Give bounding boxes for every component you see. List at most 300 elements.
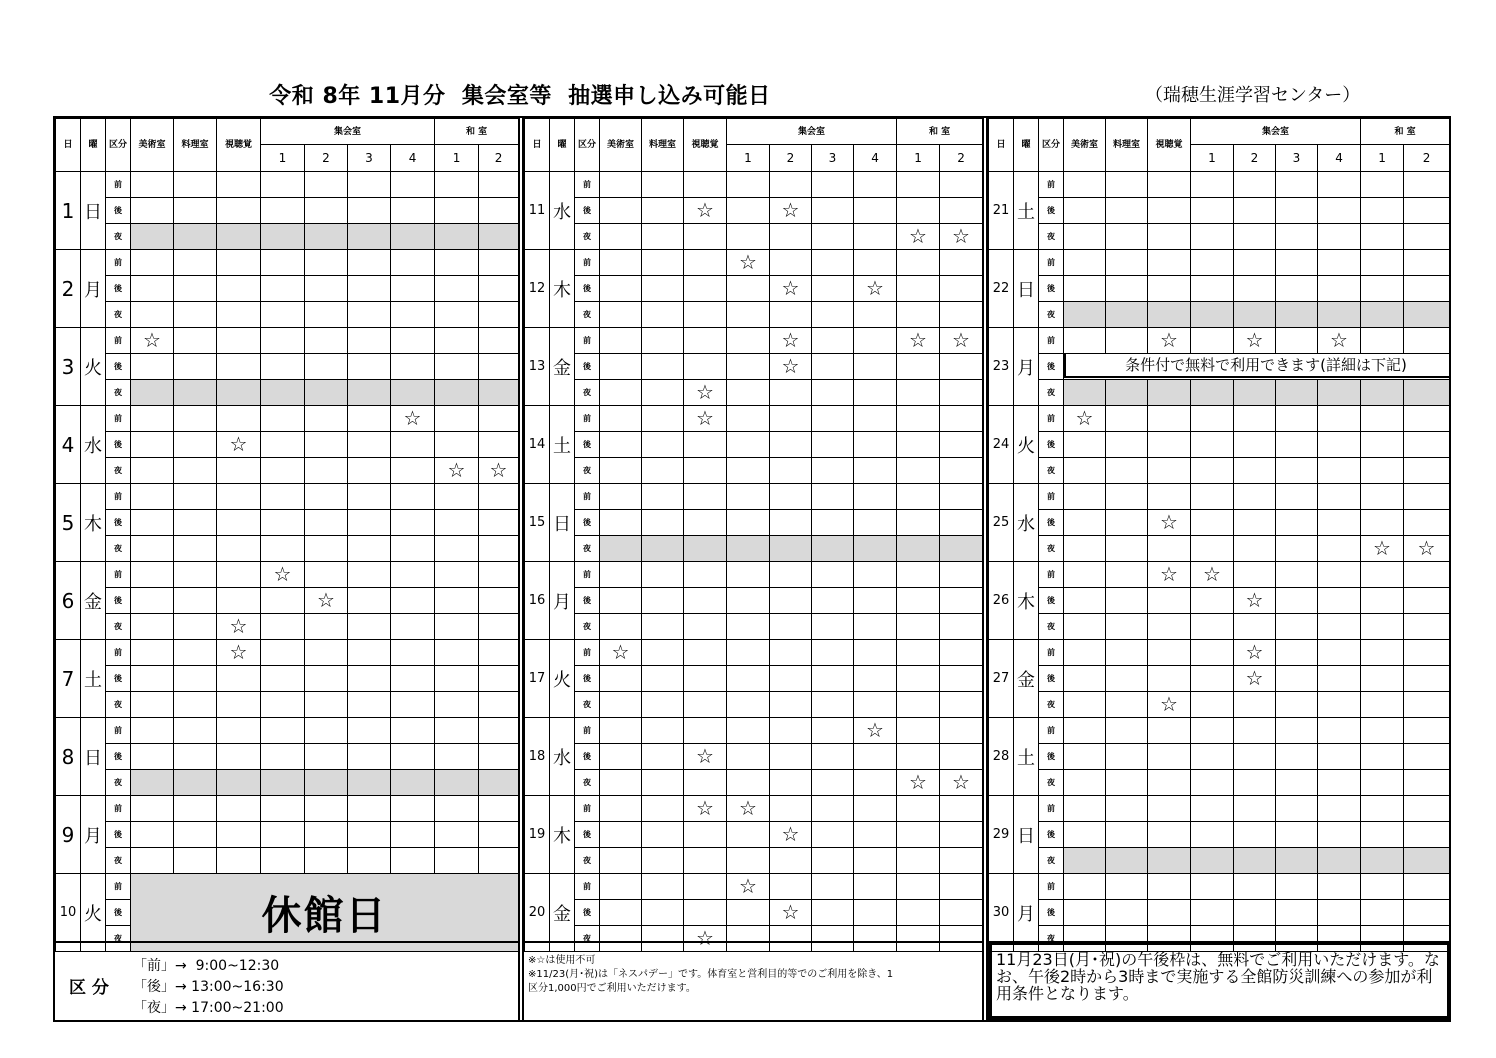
slot-cell xyxy=(479,718,519,744)
slot-cell xyxy=(727,900,770,926)
slot-cell xyxy=(348,198,391,224)
slot-row xyxy=(989,328,1450,354)
slot-cell xyxy=(1148,484,1191,510)
slot-label: 後 xyxy=(106,432,131,458)
slot-cell xyxy=(435,276,479,302)
slot-cell xyxy=(435,614,479,640)
slot-cell xyxy=(940,172,983,198)
slot-cell xyxy=(1404,172,1450,198)
slot-cell xyxy=(217,250,261,276)
slot-cell xyxy=(727,328,770,354)
slot-cell xyxy=(684,250,727,276)
slot-cell xyxy=(1404,848,1450,874)
slot-cell xyxy=(1318,172,1361,198)
slot-cell xyxy=(131,172,174,198)
slot-cell xyxy=(1106,536,1148,562)
slot-cell xyxy=(261,328,305,354)
slot-cell xyxy=(812,510,854,536)
slot-row xyxy=(525,718,983,744)
star-icon: ☆ xyxy=(781,198,800,222)
slot-cell xyxy=(479,198,519,224)
slot-cell xyxy=(174,406,217,432)
slot-row xyxy=(525,484,983,510)
slot-cell xyxy=(1234,458,1276,484)
slot-cell xyxy=(940,536,983,562)
header-art-room: 美術室 xyxy=(1064,119,1106,172)
slot-cell xyxy=(217,172,261,198)
slot-label: 後 xyxy=(575,354,600,380)
slot-cell xyxy=(897,692,940,718)
slot-cell xyxy=(812,614,854,640)
slot-cell xyxy=(1318,406,1361,432)
slot-cell xyxy=(305,822,348,848)
slot-label: 後 xyxy=(106,900,131,926)
slot-cell xyxy=(261,224,305,250)
slot-label: 前 xyxy=(1039,874,1064,900)
slot-cell xyxy=(1361,640,1404,666)
slot-cell xyxy=(261,718,305,744)
slot-cell xyxy=(131,276,174,302)
slot-cell xyxy=(217,406,261,432)
slot-cell xyxy=(305,796,348,822)
slot-cell xyxy=(217,354,261,380)
slot-cell xyxy=(261,250,305,276)
slot-cell xyxy=(1191,510,1234,536)
day-number: 15 xyxy=(525,484,550,562)
slot-cell xyxy=(1064,406,1106,432)
slot-cell xyxy=(1318,224,1361,250)
slot-cell xyxy=(897,822,940,848)
slot-row xyxy=(525,822,983,848)
slot-cell xyxy=(391,848,435,874)
slot-cell xyxy=(217,614,261,640)
slot-cell xyxy=(479,796,519,822)
slot-cell xyxy=(1404,874,1450,900)
slot-cell xyxy=(1148,536,1191,562)
slot-cell xyxy=(1191,224,1234,250)
slot-cell xyxy=(940,666,983,692)
slot-cell xyxy=(854,484,897,510)
slot-cell xyxy=(1191,640,1234,666)
slot-cell xyxy=(1191,536,1234,562)
day-of-week: 火 xyxy=(81,874,106,952)
slot-cell xyxy=(1318,432,1361,458)
slot-cell xyxy=(854,900,897,926)
slot-row xyxy=(56,640,519,666)
slot-cell xyxy=(1191,302,1234,328)
slot-cell xyxy=(1106,640,1148,666)
slot-cell xyxy=(770,640,812,666)
slot-cell xyxy=(1234,302,1276,328)
slot-cell xyxy=(642,796,684,822)
day-of-week: 火 xyxy=(550,640,575,718)
day-number: 19 xyxy=(525,796,550,874)
slot-cell xyxy=(1276,614,1318,640)
slot-cell xyxy=(1234,380,1276,406)
slot-cell xyxy=(642,484,684,510)
slot-row xyxy=(525,640,983,666)
slot-row xyxy=(989,614,1450,640)
slot-cell xyxy=(1148,588,1191,614)
slot-cell xyxy=(131,536,174,562)
slot-cell xyxy=(684,276,727,302)
slot-cell xyxy=(435,588,479,614)
day-number: 30 xyxy=(989,874,1014,952)
slot-label: 前 xyxy=(575,406,600,432)
slot-cell xyxy=(348,302,391,328)
slot-cell xyxy=(217,276,261,302)
slot-cell xyxy=(305,848,348,874)
slot-cell xyxy=(1064,328,1106,354)
slot-cell xyxy=(479,458,519,484)
slot-label: 夜 xyxy=(106,458,131,484)
slot-cell xyxy=(435,744,479,770)
slot-cell xyxy=(770,588,812,614)
slot-cell xyxy=(1064,198,1106,224)
slot-label: 前 xyxy=(1039,484,1064,510)
slot-row xyxy=(56,354,519,380)
header-meeting-room: 集会室 xyxy=(261,119,435,145)
slot-cell xyxy=(684,848,727,874)
slot-cell xyxy=(348,614,391,640)
slot-cell xyxy=(854,718,897,744)
slot-row xyxy=(525,458,983,484)
slot-cell xyxy=(600,562,642,588)
slot-cell xyxy=(1148,562,1191,588)
slot-cell xyxy=(174,172,217,198)
slot-cell xyxy=(435,250,479,276)
slot-cell xyxy=(479,640,519,666)
slot-label: 後 xyxy=(575,432,600,458)
slot-cell xyxy=(174,510,217,536)
slot-cell xyxy=(1106,614,1148,640)
slot-cell xyxy=(1318,302,1361,328)
note-line: ※☆は使用不可 xyxy=(528,955,596,966)
slot-cell xyxy=(1361,302,1404,328)
slot-cell xyxy=(305,588,348,614)
slot-cell xyxy=(1064,796,1106,822)
slot-cell xyxy=(1361,796,1404,822)
slot-cell xyxy=(391,380,435,406)
day-number: 16 xyxy=(525,562,550,640)
slot-cell xyxy=(727,302,770,328)
slot-cell xyxy=(684,354,727,380)
day-of-week: 月 xyxy=(81,250,106,328)
slot-cell xyxy=(897,770,940,796)
day-number: 7 xyxy=(56,640,81,718)
slot-label: 夜 xyxy=(575,692,600,718)
star-icon: ☆ xyxy=(866,718,884,742)
slot-cell xyxy=(642,250,684,276)
star-icon: ☆ xyxy=(781,328,800,352)
slot-cell xyxy=(1106,406,1148,432)
star-icon: ☆ xyxy=(447,458,466,482)
slot-row xyxy=(525,692,983,718)
slot-cell xyxy=(1361,848,1404,874)
star-icon: ☆ xyxy=(866,276,884,300)
day-of-week: 金 xyxy=(550,874,575,952)
slot-cell xyxy=(1318,848,1361,874)
slot-label: 夜 xyxy=(575,224,600,250)
slot-cell xyxy=(1106,822,1148,848)
slot-cell xyxy=(770,692,812,718)
slot-cell xyxy=(1148,198,1191,224)
slot-cell xyxy=(1361,874,1404,900)
slot-cell xyxy=(727,770,770,796)
slot-cell xyxy=(600,744,642,770)
slot-row xyxy=(56,562,519,588)
slot-cell xyxy=(1106,458,1148,484)
slot-cell xyxy=(174,744,217,770)
header-av-room: 視聴覚 xyxy=(1148,119,1191,172)
slot-cell xyxy=(174,822,217,848)
star-icon: ☆ xyxy=(273,562,292,586)
slot-cell xyxy=(812,770,854,796)
slot-cell xyxy=(1318,640,1361,666)
day-number: 5 xyxy=(56,484,81,562)
slot-cell xyxy=(600,406,642,432)
slot-cell xyxy=(812,796,854,822)
slot-cell xyxy=(305,770,348,796)
header-meeting-number: 4 xyxy=(854,145,897,172)
slot-row xyxy=(525,354,983,380)
header-dow: 曜 xyxy=(550,119,575,172)
slot-cell xyxy=(1361,198,1404,224)
slot-cell xyxy=(435,354,479,380)
note-line: ※11/23(月･祝)は「ネスパデー」です。体育室と営利目的等でのご利用を除き、1 xyxy=(528,969,894,980)
slot-cell xyxy=(305,172,348,198)
slot-cell xyxy=(770,848,812,874)
slot-cell xyxy=(479,302,519,328)
header-day: 日 xyxy=(525,119,550,172)
slot-cell xyxy=(684,588,727,614)
slot-cell xyxy=(217,432,261,458)
slot-cell xyxy=(391,302,435,328)
slot-cell xyxy=(684,692,727,718)
slot-cell xyxy=(642,666,684,692)
slot-cell xyxy=(727,458,770,484)
slot-cell xyxy=(1276,874,1318,900)
slot-cell xyxy=(812,406,854,432)
slot-cell xyxy=(1191,796,1234,822)
slot-cell xyxy=(261,354,305,380)
slot-row xyxy=(989,692,1450,718)
day-of-week: 水 xyxy=(550,172,575,250)
slot-label: 前 xyxy=(106,874,131,900)
slot-cell xyxy=(684,822,727,848)
slot-cell xyxy=(261,458,305,484)
slot-label: 後 xyxy=(575,198,600,224)
slot-cell xyxy=(642,354,684,380)
slot-row xyxy=(525,562,983,588)
slot-cell xyxy=(348,822,391,848)
slot-cell xyxy=(1404,900,1450,926)
day-number: 25 xyxy=(989,484,1014,562)
slot-cell xyxy=(684,900,727,926)
slot-cell xyxy=(642,900,684,926)
slot-cell xyxy=(1191,614,1234,640)
slot-cell xyxy=(1361,458,1404,484)
day-of-week: 金 xyxy=(1014,640,1039,718)
slot-cell xyxy=(1276,432,1318,458)
slot-cell xyxy=(479,250,519,276)
day-number: 18 xyxy=(525,718,550,796)
header-meeting-number: 1 xyxy=(1191,145,1234,172)
slot-cell xyxy=(131,380,174,406)
slot-cell xyxy=(940,484,983,510)
slot-cell xyxy=(1361,276,1404,302)
slot-cell xyxy=(1148,458,1191,484)
slot-row xyxy=(56,874,519,900)
slot-cell xyxy=(435,302,479,328)
slot-cell xyxy=(1276,640,1318,666)
slot-cell xyxy=(1148,406,1191,432)
slot-cell xyxy=(1361,718,1404,744)
slot-cell xyxy=(1191,328,1234,354)
slot-cell xyxy=(261,640,305,666)
slot-cell xyxy=(770,614,812,640)
slot-cell xyxy=(1234,588,1276,614)
slot-label: 前 xyxy=(106,328,131,354)
slot-cell xyxy=(1191,874,1234,900)
slot-row xyxy=(989,796,1450,822)
star-icon: ☆ xyxy=(909,224,927,248)
slot-cell xyxy=(1318,874,1361,900)
slot-cell xyxy=(1276,588,1318,614)
slot-cell xyxy=(770,822,812,848)
slot-cell xyxy=(391,432,435,458)
slot-cell xyxy=(727,614,770,640)
slot-cell xyxy=(600,796,642,822)
slot-cell xyxy=(1361,406,1404,432)
slot-cell xyxy=(217,484,261,510)
slot-row xyxy=(56,250,519,276)
slot-cell xyxy=(770,328,812,354)
slot-label: 夜 xyxy=(106,224,131,250)
slot-cell xyxy=(1361,588,1404,614)
slot-cell xyxy=(391,796,435,822)
slot-cell xyxy=(1276,562,1318,588)
slot-row xyxy=(525,276,983,302)
day-of-week: 木 xyxy=(81,484,106,562)
slot-cell xyxy=(770,276,812,302)
slot-cell xyxy=(1234,432,1276,458)
slot-cell xyxy=(217,302,261,328)
slot-label: 後 xyxy=(106,510,131,536)
slot-cell xyxy=(305,718,348,744)
slot-label: 夜 xyxy=(106,692,131,718)
slot-label: 後 xyxy=(1039,900,1064,926)
slot-cell xyxy=(1276,328,1318,354)
slot-cell xyxy=(261,536,305,562)
slot-cell xyxy=(600,822,642,848)
slot-cell xyxy=(770,354,812,380)
slot-cell xyxy=(1404,406,1450,432)
star-icon: ☆ xyxy=(696,744,714,768)
slot-label: 後 xyxy=(575,588,600,614)
slot-cell xyxy=(348,510,391,536)
slot-row xyxy=(989,250,1450,276)
slot-cell xyxy=(684,614,727,640)
slot-cell xyxy=(305,406,348,432)
slot-cell xyxy=(305,614,348,640)
header-meeting-number: 1 xyxy=(261,145,305,172)
slot-row xyxy=(525,588,983,614)
slot-label: 夜 xyxy=(575,848,600,874)
header-meeting-number: 1 xyxy=(727,145,770,172)
slot-cell xyxy=(600,198,642,224)
slot-cell xyxy=(1361,536,1404,562)
day-number: 23 xyxy=(989,328,1014,406)
slot-cell xyxy=(391,770,435,796)
slot-cell xyxy=(305,250,348,276)
slot-label: 夜 xyxy=(1039,848,1064,874)
slot-label: 夜 xyxy=(575,458,600,484)
slot-label: 前 xyxy=(575,172,600,198)
slot-cell xyxy=(1191,432,1234,458)
slot-row xyxy=(56,276,519,302)
slot-cell xyxy=(1404,562,1450,588)
slot-cell xyxy=(131,770,174,796)
slot-cell xyxy=(770,484,812,510)
day-of-week: 木 xyxy=(550,796,575,874)
slot-cell xyxy=(305,380,348,406)
slot-row xyxy=(989,510,1450,536)
slot-cell xyxy=(1361,822,1404,848)
slot-cell xyxy=(770,458,812,484)
legend-line: 「後」→ 13:00~16:30 xyxy=(133,979,284,995)
header-japanese-room: 和 室 xyxy=(897,119,983,145)
slot-cell xyxy=(1276,458,1318,484)
slot-label: 後 xyxy=(1039,510,1064,536)
slot-cell xyxy=(348,224,391,250)
slot-cell xyxy=(897,380,940,406)
slot-cell xyxy=(897,302,940,328)
slot-cell xyxy=(131,224,174,250)
slot-cell xyxy=(940,822,983,848)
slot-cell xyxy=(1318,328,1361,354)
slot-cell xyxy=(770,770,812,796)
day-number: 24 xyxy=(989,406,1014,484)
slot-cell xyxy=(1404,484,1450,510)
slot-cell xyxy=(174,458,217,484)
slot-cell xyxy=(1318,562,1361,588)
slot-cell xyxy=(897,458,940,484)
slot-cell xyxy=(684,172,727,198)
slot-cell xyxy=(131,588,174,614)
slot-cell xyxy=(1404,614,1450,640)
slot-row xyxy=(56,172,519,198)
slot-cell xyxy=(479,172,519,198)
slot-cell xyxy=(131,510,174,536)
slot-cell xyxy=(1234,198,1276,224)
slot-label: 後 xyxy=(106,198,131,224)
slot-cell xyxy=(1318,510,1361,536)
slot-cell xyxy=(600,276,642,302)
slot-cell xyxy=(435,380,479,406)
slot-cell xyxy=(305,458,348,484)
slot-cell xyxy=(1191,666,1234,692)
slot-cell xyxy=(1148,666,1191,692)
slot-cell xyxy=(305,666,348,692)
slot-cell xyxy=(940,692,983,718)
slot-cell xyxy=(940,458,983,484)
slot-cell xyxy=(348,354,391,380)
day-number: 21 xyxy=(989,172,1014,250)
slot-cell xyxy=(217,224,261,250)
slot-cell xyxy=(261,770,305,796)
slot-cell xyxy=(600,458,642,484)
